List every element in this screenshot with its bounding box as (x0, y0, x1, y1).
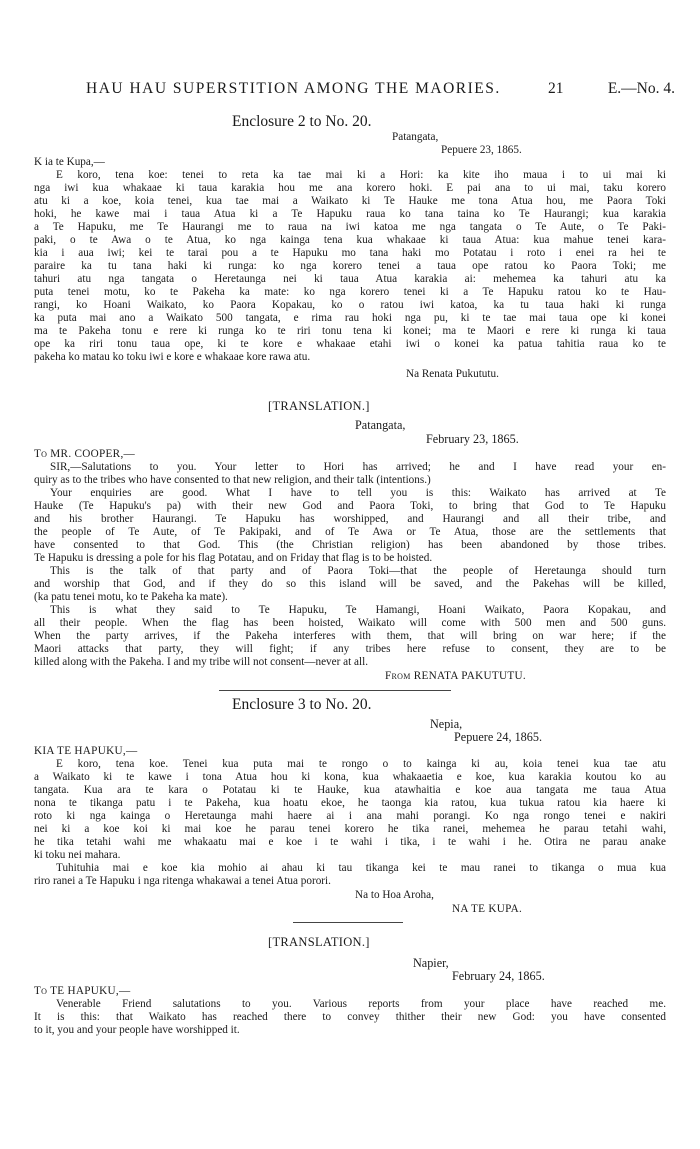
enclosure-3-signature: NA TE KUPA. (452, 903, 523, 915)
text-line: tahuri atu nga tangata o Heretaunga nei ki taua Atua karakia ai: mehemea ka tahuri atu ka (34, 273, 666, 285)
text-line: This is the talk of that party and of Paora Toki—that the people of Heretaunga should turn (50, 565, 666, 577)
page-number: 21 (548, 80, 564, 97)
text-line: rangi, ko Hoani Waikato, ko Paora Kopakau, ko o ratou iwi katoa, ka tu taua haki ki runga (34, 299, 666, 311)
text-line: SIR,—Salutations to you. Your letter to Hori has arrived; he and I have read your en- (50, 461, 666, 473)
text-line: roto ki nga kainga o Heretaunga mahi haere ai i ana mahi porangi. Ko nga rongo tenei e nakiri (34, 810, 666, 822)
enclosure-3-closing: Na to Hoa Aroha, (355, 889, 434, 901)
text-line: ki toku nei mahara. (34, 849, 121, 861)
header-title: HAU HAU SUPERSTITION AMONG THE MAORIES. (86, 80, 501, 97)
text-line: and his brother Haurangi. Te Hapuku has worshipped, and Haurangi and all their tribe, and (34, 513, 666, 525)
text-line: killed along with the Pakeha. I and my tribe will not consent—never at all. (34, 656, 368, 668)
text-line: Maori attacks that party, they will fight; if any tribes here refuse to consent, they are to be (34, 643, 666, 655)
text-line: ma te Pakeha tonu e rere ki runga ko te riri tonu tena ki konei; ma te Maori e rere ki runga ki taua (34, 325, 666, 337)
text-line: E koro, tena koe: tenei to reta ka tae mai ki a Hori: ka kite iho maua i to ui mai ki (56, 169, 666, 181)
translation-1-signature: From RENATA PAKUTUTU. (385, 670, 527, 682)
text-line: nona te tikanga patu i te Pakeha, kua hoatu ekoe, he taonga kia ratou, kua tukua ratou kia haere ki (34, 797, 666, 809)
section-divider-short (293, 922, 403, 923)
text-line: he tika tetahi wahi me whakaatu mai e koe i te wahi i tika, i te wahi i he. Otira ne parau anake (34, 836, 666, 848)
translation-2-salutation: To TE HAPUKU,— (34, 985, 131, 997)
text-line: atu ki a koe, koia tenei, kua tae mai a Waikato ki Te Hauke me tona Atua hou, me Paora Toki (34, 195, 666, 207)
enclosure-2-place: Patangata, (392, 131, 439, 143)
enclosure-3-body (34, 758, 666, 888)
text-line: have consented to that God. This (the Christian religion) has been abandoned by those tribes. (34, 539, 666, 551)
text-line: nei ki a koe koi ki mai koe he parau tenei korero he tika ranei, mehemea he parau tetahi wahi, (34, 823, 666, 835)
translation-2-date: February 24, 1865. (452, 969, 545, 983)
text-line: nga iwi kua whakaae ki taua karakia hou me ana korero hoki. E pai ana to ui mai, taku korero (34, 182, 666, 194)
text-line: a Te Hapuku, me Te Haurangi me to raua na iwi katoa me nga tangata o Te Aute, o Te Paki- (34, 221, 666, 233)
enclosure-3-heading: Enclosure 3 to No. 20. (232, 696, 372, 713)
text-line: puta tenei motu, ko te Pakeha ka mate: ko nga korero tenei ki a Te Hapuku ratou ko te Hau- (34, 286, 666, 298)
text-line: This is what they said to Te Hapuku, Te Hamangi, Hoani Waikato, Paora Kopakau, and (50, 604, 666, 616)
text-line: Te Hapuku is dressing a pole for his flag Potatau, and on Friday that flag is to be hoisted. (34, 552, 433, 564)
running-header (60, 80, 675, 102)
text-line: (ka patu tenei motu, ko te Pakeha ka mate). (34, 591, 228, 603)
text-line: the people of Te Aute, of Te Pakipaki, and of Te Awa or Te Atua, those are the settlements that (34, 526, 666, 538)
text-line: riro ranei a Te Hapuku i nga ritenga whakawai a tenei Atua porori. (34, 875, 331, 887)
text-line: Venerable Friend salutations to you. Various reports from your place have reached me. (56, 998, 666, 1010)
text-line: tangata. Kua ara te kara o Potatau ki te Hauke, kua atawhaitia e koe aua tangata me taua Atua (34, 784, 666, 796)
text-line: and worship that God, and if they do so this island will be saved, and the Pakehas will be killed, (34, 578, 666, 590)
text-line: Hauke (Te Hapuku's pa) with their new God and Paora Toki, to bring that God to Te Hapuku (34, 500, 666, 512)
translation-2-body (34, 998, 666, 1037)
text-line: hoki, he kawe mai i taua Atua ki a Te Hapuku raua ko tana taina ko Te Haurangi; kua karakia (34, 208, 666, 220)
text-line: Tuhituhia mai e koe kia mohio ai ahau ki tau tikanga kei te mau ranei to tikanga o mua kua (56, 862, 666, 874)
section-divider (219, 690, 451, 691)
translation-1-place: Patangata, (355, 418, 406, 432)
enclosure-3-salutation: KIA TE HAPUKU,— (34, 745, 138, 757)
enclosure-3-place: Nepia, (430, 717, 463, 731)
translation-1-salutation: To MR. COOPER,— (34, 448, 136, 460)
translation-1-body (34, 461, 666, 669)
enclosure-2-signature: Na Renata Pukututu. (406, 368, 499, 380)
text-line: pakeha ko matau ko toku iwi e kore e whakaae kore rawa atu. (34, 351, 311, 363)
translation-2-place: Napier, (413, 956, 449, 970)
text-line: It is this: that Waikato has reached there to convey thither their new God: you have consented (34, 1011, 666, 1023)
document-reference: E.—No. 4. (607, 80, 675, 97)
text-line: ka puta mai ano a Waikato 500 tangata, e rima rau hoki nga pu, ki te tae mai taua ope ki konei (34, 312, 666, 324)
text-line: a Waikato ki te kawe i tona Atua hou ki kona, kua whakaaetia e koe, kua karakia koutou ko au (34, 771, 666, 783)
translation-1-label: [TRANSLATION.] (268, 399, 370, 413)
enclosure-2-heading: Enclosure 2 to No. 20. (232, 113, 372, 130)
text-line: to it, you and your people have worshipped it. (34, 1024, 240, 1036)
translation-1-date: February 23, 1865. (426, 432, 519, 446)
text-line: quiry as to the tribes who have consented to that new religion, and their talk (intentions.) (34, 474, 431, 486)
text-line: paki, o te Awa o te Atua, ko nga kainga tena kua whakaae ki taua Atua: kua mahue tenei kara- (34, 234, 666, 246)
text-line: When the party arrives, if the Pakeha interferes with them, that will bring on war here; if the (34, 630, 666, 642)
enclosure-2-body (34, 169, 666, 364)
text-line: Your enquiries are good. What I have to tell you is this: Waikato has arrived at Te (50, 487, 666, 499)
text-line: paraire ka tu tana haki ki runga: ko nga korero tenei a taua ope ratou ko Paora Toki; me (34, 260, 666, 272)
text-line: ope ka riri tonu taua ope, ki te kore e whakaae etahi iwi o konei ka patua tahitia raua ko te (34, 338, 666, 350)
enclosure-2-date: Pepuere 23, 1865. (441, 144, 522, 156)
text-line: E koro, tena koe. Tenei kua puta mai te rongo o to kainga ki au, koia tenei kua tae atu (56, 758, 666, 770)
text-line: all their people. When the flag has been hoisted, Waikato will come with 500 men and 500 guns. (34, 617, 666, 629)
enclosure-2-salutation: K ia te Kupa,— (34, 156, 105, 168)
text-line: kia i aua iwi; kei te tarai pou a te Hapuku mo tana haki mo Potatau i roto i enei ra hei te (34, 247, 666, 259)
enclosure-3-date: Pepuere 24, 1865. (454, 730, 543, 744)
translation-2-label: [TRANSLATION.] (268, 935, 370, 949)
